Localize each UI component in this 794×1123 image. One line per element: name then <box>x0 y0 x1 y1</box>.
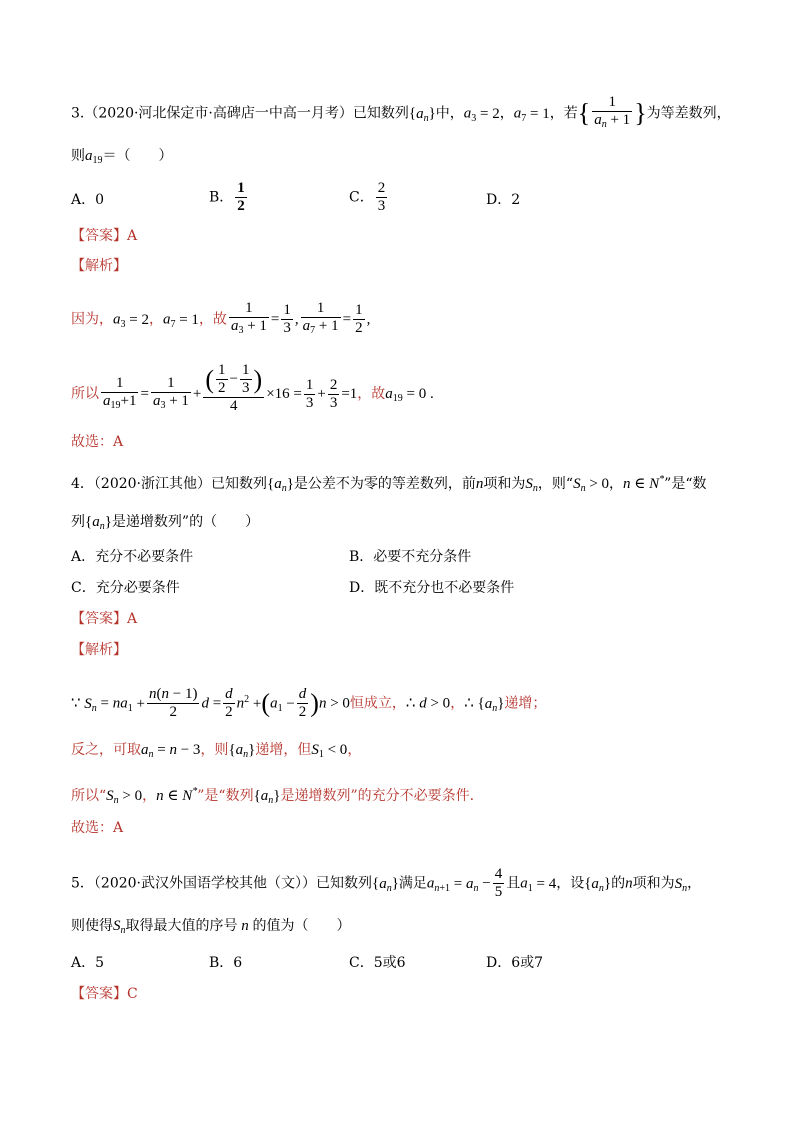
q4-option-b[interactable]: B．必要不充分条件 <box>349 549 472 565</box>
q3-analysis-line2: 所以 $\frac{1}{a_{19}+1}$ = $\frac{1}{a_3 + 1}$ + ( $\frac{1}{2}$ − $\frac{1}{3}$ ) 4 ×16 = $\frac{1}{3}$ + $\frac{2}{3}$ =1，故$a_{19} = 0$ . <box>71 362 434 414</box>
q4-option-c[interactable]: C．充分必要条件 <box>71 580 180 596</box>
q5-option-c[interactable]: C．5或6 <box>349 955 406 971</box>
q3-option-d[interactable]: D．2 <box>486 192 521 208</box>
q4-analysis-line3: 所以“$S_n > 0$，n ∈ N*”是“数列$\{a_n\}$是递增数列”的充分不必要条件. <box>71 786 475 806</box>
q3-answer: 【答案】A <box>71 228 138 244</box>
q3-stem-line2: 则$a_{19}=$（ ） <box>71 148 173 166</box>
q3-option-b[interactable]: B． $\frac{1}{2}$ <box>209 180 245 214</box>
q4-answer: 【答案】A <box>71 611 138 627</box>
q5-stem-line1: 5．（2020·武汉外国语学校其他（文））已知数列$\{a_n\}$满足$a_{n+1} = a_n$ − $\frac{4}{5}$ 且$a_1 = 4$，设$\{a_n\}$的n项和为$S_n$， <box>71 866 702 900</box>
q4-option-d[interactable]: D．既不充分也不必要条件 <box>349 580 515 596</box>
q5-answer: 【答案】C <box>71 986 138 1002</box>
q5-option-a[interactable]: A．5 <box>71 955 105 971</box>
q3-choose: 故选：A <box>71 434 124 450</box>
q3-option-c[interactable]: C． $\frac{2}{3}$ <box>349 180 386 214</box>
q4-choose: 故选：A <box>71 820 124 836</box>
q4-stem-line2: 列$\{a_n\}$是递增数列”的（ ） <box>71 514 260 532</box>
q4-analysis-line2: 反之，可取$a_n = n - 3$，则$\{a_n\}$递增，但$S_1 < 0$， <box>71 742 362 760</box>
q5-option-b[interactable]: B．6 <box>209 955 243 971</box>
q3-stem-line1: 3.（2020·河北保定市·高碑店一中高一月考）已知数列$\{a_n\}$中，$a_3 = 2$，$a_7 = 1$，若{ $\frac{1}{a_n + 1}$ }为等差数列， <box>71 94 731 133</box>
q3-analysis-label: 【解析】 <box>71 258 127 274</box>
q3-analysis-line1: 因为，$a_3 = 2$，$a_7 = 1$，故 $\frac{1}{a_3 + 1}$ = $\frac{1}{3}$ , $\frac{1}{a_7 + 1}$ = $\frac{1}{2}$ , <box>71 300 370 339</box>
q4-stem-line1: 4．（2020·浙江其他）已知数列$\{a_n\}$是公差不为零的等差数列，前n项和为$S_n$，则“$S_n > 0$，n ∈ N*”是“数 <box>71 474 707 494</box>
q4-option-a[interactable]: A．充分不必要条件 <box>71 549 194 565</box>
q4-analysis-line1: ∵ $S_n = na_1$ + $\frac{n(n - 1)}{2}$ d = $\frac{d}{2}$ $n^2 +(a_1$ − $\frac{d}{2}$ )n > 0恒成立，∴ d > 0，∴ $\{a_n\}$递增； <box>71 686 547 720</box>
q5-option-d[interactable]: D．6或7 <box>486 955 544 971</box>
q5-stem-line2: 则使得$S_n$取得最大值的序号 n 的值为（ ） <box>71 918 351 936</box>
q4-analysis-label: 【解析】 <box>71 642 127 658</box>
q3-option-a[interactable]: A．0 <box>71 192 105 208</box>
